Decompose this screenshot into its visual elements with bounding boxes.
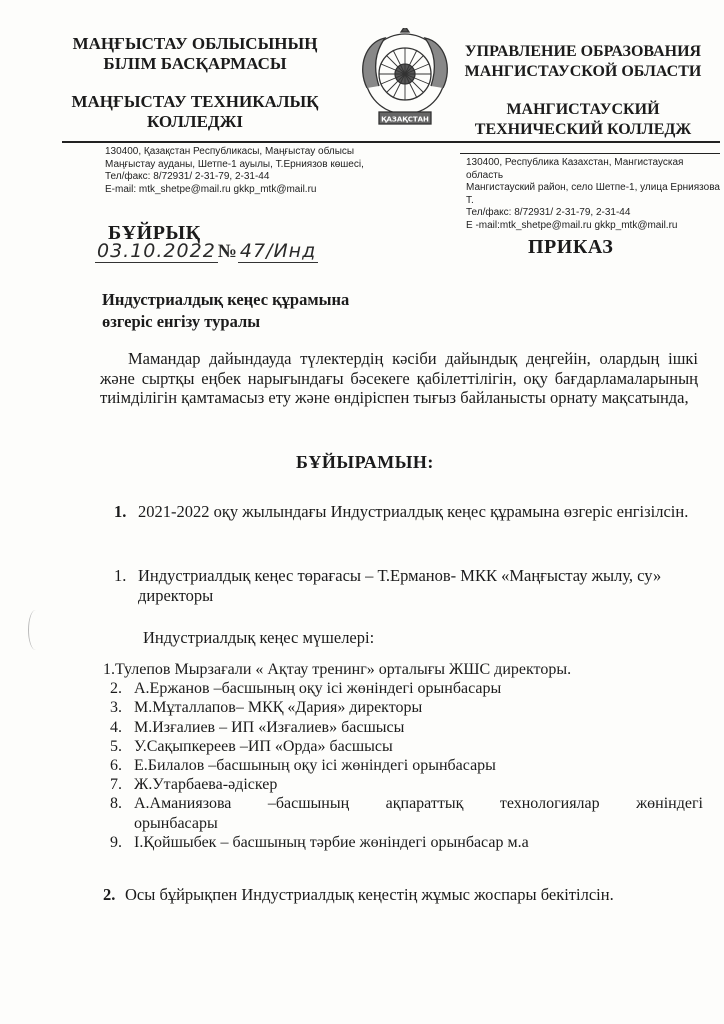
member-row — [110, 833, 703, 852]
kazakhstan-state-emblem-icon — [355, 28, 455, 136]
member-text: І.Қойшыбек – басшының тәрбие жөніндегі орынбасар м.а — [134, 833, 529, 851]
header-left-college-line1: МАҢҒЫСТАУ ТЕХНИКАЛЫҚ — [71, 92, 319, 111]
member-number: 4. — [110, 718, 122, 736]
member-text: Тулепов Мырзағали « Ақтау тренинг» орталығы ЖШС директоры. — [115, 661, 572, 678]
member-text: Ж.Утарбаева-әдіскер — [134, 776, 278, 794]
order-item-2-number: 2. — [103, 885, 116, 904]
number-sign: № — [217, 241, 238, 262]
header-right-region-line2: МАНГИСТАУСКОЙ ОБЛАСТИ — [464, 63, 702, 80]
member-text-line2: орынбасары — [134, 814, 218, 832]
handwritten-number: 47/Инд — [239, 240, 317, 262]
member-row — [110, 794, 703, 832]
members-list — [103, 660, 703, 852]
order-item-chairman-number: 1. — [114, 566, 127, 585]
order-item-1 — [114, 502, 698, 522]
member-row — [110, 698, 703, 717]
header-right-college-line1: МАНГИСТАУСКИЙ — [506, 101, 660, 118]
punch-hole-mark — [28, 610, 43, 650]
member-number: 9. — [110, 833, 122, 851]
date-number-line — [95, 240, 318, 263]
member-number: 6. — [110, 757, 122, 775]
order-item-chairman — [114, 566, 698, 605]
subject-heading — [102, 289, 349, 333]
preamble-paragraph — [100, 349, 698, 408]
member-row — [110, 718, 703, 737]
member-row — [110, 775, 703, 794]
header-left-region-line2: БІЛІМ БАСҚАРМАСЫ — [103, 54, 287, 73]
order-item-1-number: 1. — [114, 502, 127, 521]
subject-line2: өзгеріс енгізу туралы — [102, 312, 261, 331]
header-right-college-line2: ТЕХНИЧЕСКИЙ КОЛЛЕДЖ — [474, 121, 692, 138]
order-item-1-text: 2021-2022 оқу жылындағы Индустриалдық кеңес құрамына өзгеріс енгізілсін. — [138, 502, 689, 521]
header-divider-right — [460, 153, 720, 154]
member-text: У.Сақыпкереев –ИП «Орда» басшысы — [134, 737, 393, 755]
svg-text:ҚАЗАҚСТАН: ҚАЗАҚСТАН — [381, 115, 429, 124]
address-ru-line1: 130400, Республика Казахстан, Мангистауская область — [466, 157, 684, 181]
member-number: 3. — [110, 699, 122, 717]
order-word: БҰЙЫРАМЫН: — [296, 452, 434, 472]
preamble-text: Мамандар дайындауда түлектердің кәсіби дайындық деңгейін, олардың ішкі және сыртқы еңбек нарығындағы бәсекеге қабілеттілігін, оқу бағдарламаларының тиімділігін қамтамасыз ету және өндіріспен тығыз байланысты орнату мақсатында, — [100, 349, 698, 407]
member-text-line1: А.Аманиязова –басшының ақпараттық технологиялар жөніндегі — [134, 795, 703, 813]
address-kz-line2: Маңғыстау ауданы, Шетпе-1 ауылы, Т.Ерниязов көшесі, — [105, 158, 364, 170]
member-row — [110, 737, 703, 756]
member-number: 1. — [103, 661, 115, 678]
address-ru-line4: E -mail:mtk_shetpe@mail.ru gkkp_mtk@mail.ru — [466, 219, 678, 231]
subject-line1: Индустриалдық кеңес құрамына — [102, 290, 350, 309]
header-right-ru — [452, 42, 714, 140]
header-right-region-line1: УПРАВЛЕНИЕ ОБРАЗОВАНИЯ — [464, 43, 702, 60]
member-row — [110, 756, 703, 775]
address-kz-line4: E-mail: mtk_shetpe@mail.ru gkkp_mtk@mail.ru — [105, 183, 317, 195]
member-text: Е.Билалов –басшының оқу ісі жөніндегі орынбасары — [134, 757, 496, 775]
address-block-ru — [466, 157, 722, 232]
address-block-kz — [105, 146, 405, 196]
header-left-region-line1: МАҢҒЫСТАУ ОБЛЫСЫНЫҢ — [72, 34, 318, 53]
member-number: 2. — [110, 680, 122, 698]
handwritten-date: 03.10.2022 — [97, 240, 216, 262]
member-row — [103, 660, 703, 679]
member-number: 7. — [110, 776, 122, 794]
member-text: М.Изғалиев – ИП «Изғалиев» басшысы — [134, 718, 405, 736]
doc-title-ru: ПРИКАЗ — [528, 236, 614, 258]
member-number: 8. — [110, 795, 122, 813]
header-divider-top — [62, 141, 720, 143]
order-item-2-text: Осы бұйрықпен Индустриалдық кеңестің жұмыс жоспары бекітілсін. — [125, 885, 614, 904]
member-text: А.Ержанов –басшының оқу ісі жөніндегі орынбасары — [134, 680, 502, 698]
address-ru-line3: Тел/факс: 8/72931/ 2-31-79, 2-31-44 — [466, 207, 631, 218]
member-text: М.Мұталлапов– МКҚ «Дария» директоры — [134, 699, 423, 717]
order-item-2 — [103, 885, 703, 905]
member-number: 5. — [110, 737, 122, 755]
header-left-kz — [60, 34, 330, 132]
address-kz-line3: Тел/факс: 8/72931/ 2-31-79, 2-31-44 — [105, 171, 270, 182]
address-kz-line1: 130400, Қазақстан Республикасы, Маңғыстау облысы — [105, 146, 355, 157]
doc-title-kz: БҰЙРЫҚ — [108, 222, 201, 244]
address-ru-line2: Мангистауский район, село Шетпе-1, улица Ерниязова Т. — [466, 182, 720, 206]
header-left-college-line2: КОЛЛЕДЖІ — [146, 112, 244, 131]
members-heading: Индустриалдық кеңес мүшелері: — [143, 628, 375, 647]
order-item-chairman-text: Индустриалдық кеңес төрағасы – Т.Ерманов- МКК «Маңғыстау жылу, су» директоры — [138, 566, 662, 605]
member-text — [134, 794, 703, 832]
member-row — [110, 679, 703, 698]
